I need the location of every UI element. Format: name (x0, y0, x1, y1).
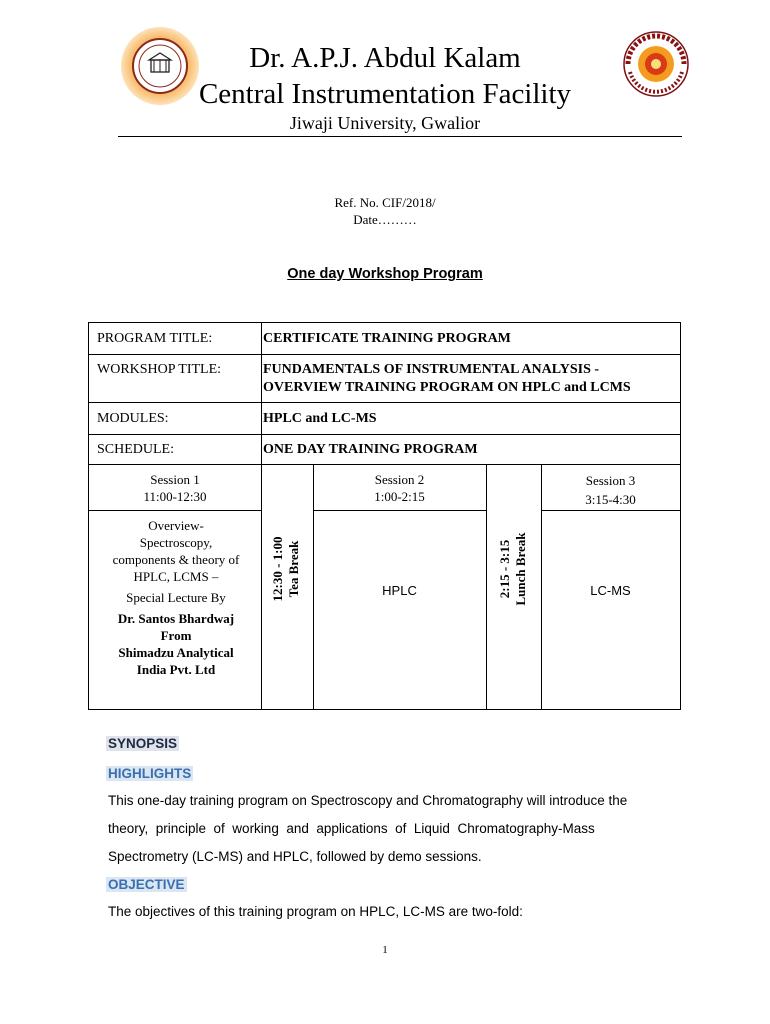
tea-break (270, 509, 304, 629)
session-1-line: HPLC, LCMS – (133, 569, 219, 584)
header-divider (118, 136, 682, 137)
paragraph-line: theory, principle of working and applications of Liquid Chromatography-Mass (108, 821, 595, 836)
program-title-label: PROGRAM TITLE: (97, 331, 213, 346)
schedule-label: SCHEDULE: (97, 442, 174, 457)
session-1-name: Session 1 (150, 472, 200, 487)
tea-break-label: Tea Break (286, 540, 301, 598)
session-1-line: Spectroscopy, (139, 535, 213, 550)
session-2-header (313, 471, 486, 505)
speaker-name: Dr. Santos Bhardwaj (117, 611, 235, 626)
session-1-header (89, 471, 261, 505)
col-divider (261, 464, 262, 710)
paragraph-line: Spectrometry (LC-MS) and HPLC, followed by demo sessions. (108, 849, 482, 864)
modules-label: MODULES: (97, 411, 169, 426)
objective-paragraph: The objectives of this training program on HPLC, LC-MS are two-fold: (108, 904, 523, 919)
speaker-line: Shimadzu Analytical (118, 645, 234, 660)
workshop-heading-text: One day Workshop Program (287, 266, 483, 282)
session-1-line: Overview- (148, 518, 204, 533)
row-divider (313, 510, 486, 511)
synopsis-heading: SYNOPSIS (108, 736, 178, 751)
modules-value: HPLC and LC-MS (263, 411, 377, 426)
workshop-heading (150, 266, 620, 282)
row-divider (89, 510, 262, 511)
session-3-name: Session 3 (585, 473, 636, 488)
page-number: 1 (382, 944, 388, 956)
session-2-time: 1:00-2:15 (374, 489, 425, 504)
program-title-value: CERTIFICATE TRAINING PROGRAM (263, 331, 511, 346)
highlights-paragraph (108, 787, 674, 871)
col-divider (261, 323, 262, 464)
highlights-heading: HIGHLIGHTS (108, 766, 192, 781)
session-1-time: 11:00-12:30 (143, 489, 207, 504)
row-divider (541, 510, 680, 511)
row-divider (89, 464, 680, 465)
lunch-break-label: Lunch Break (513, 532, 528, 606)
col-divider (486, 464, 487, 710)
tea-break-time: 12:30 - 1:00 (270, 536, 285, 602)
workshop-title-label: WORKSHOP TITLE: (97, 362, 222, 377)
program-table (88, 322, 681, 710)
session-2-content: HPLC (382, 583, 417, 598)
session-1-line: Special Lecture By (126, 590, 226, 605)
session-3-header (541, 471, 680, 509)
reference-date: Date……… (353, 212, 417, 227)
objective-heading: OBJECTIVE (108, 877, 185, 892)
paragraph-line: This one-day training program on Spectroscopy and Chromatography will introduce the (108, 793, 628, 808)
workshop-title-value-line1: FUNDAMENTALS OF INSTRUMENTAL ANALYSIS - (263, 362, 600, 377)
lunch-break (497, 509, 531, 629)
session-1-line: components & theory of (112, 552, 240, 567)
workshop-title-value-line2: OVERVIEW TRAINING PROGRAM ON HPLC and LCMS (263, 380, 631, 395)
speaker-line: From (160, 628, 192, 643)
facility-title-line1: Dr. A.P.J. Abdul Kalam (249, 42, 521, 74)
session-1-content (95, 517, 257, 678)
session-3-content: LC-MS (590, 583, 631, 598)
reference-block (150, 194, 620, 228)
row-divider (89, 402, 680, 403)
facility-title-line2: Central Instrumentation Facility (198, 78, 572, 110)
reference-number: Ref. No. CIF/2018/ (334, 195, 436, 210)
session-3-time: 3:15-4:30 (585, 492, 636, 507)
rusa-emblem-icon (622, 30, 690, 104)
row-divider (89, 434, 680, 435)
row-divider (89, 354, 680, 355)
schedule-value: ONE DAY TRAINING PROGRAM (263, 442, 478, 457)
speaker-line: India Pvt. Ltd (136, 662, 216, 677)
session-2-name: Session 2 (374, 472, 425, 487)
lunch-break-time: 2:15 - 3:15 (497, 539, 512, 599)
university-name: Jiwaji University, Gwalior (289, 113, 481, 133)
